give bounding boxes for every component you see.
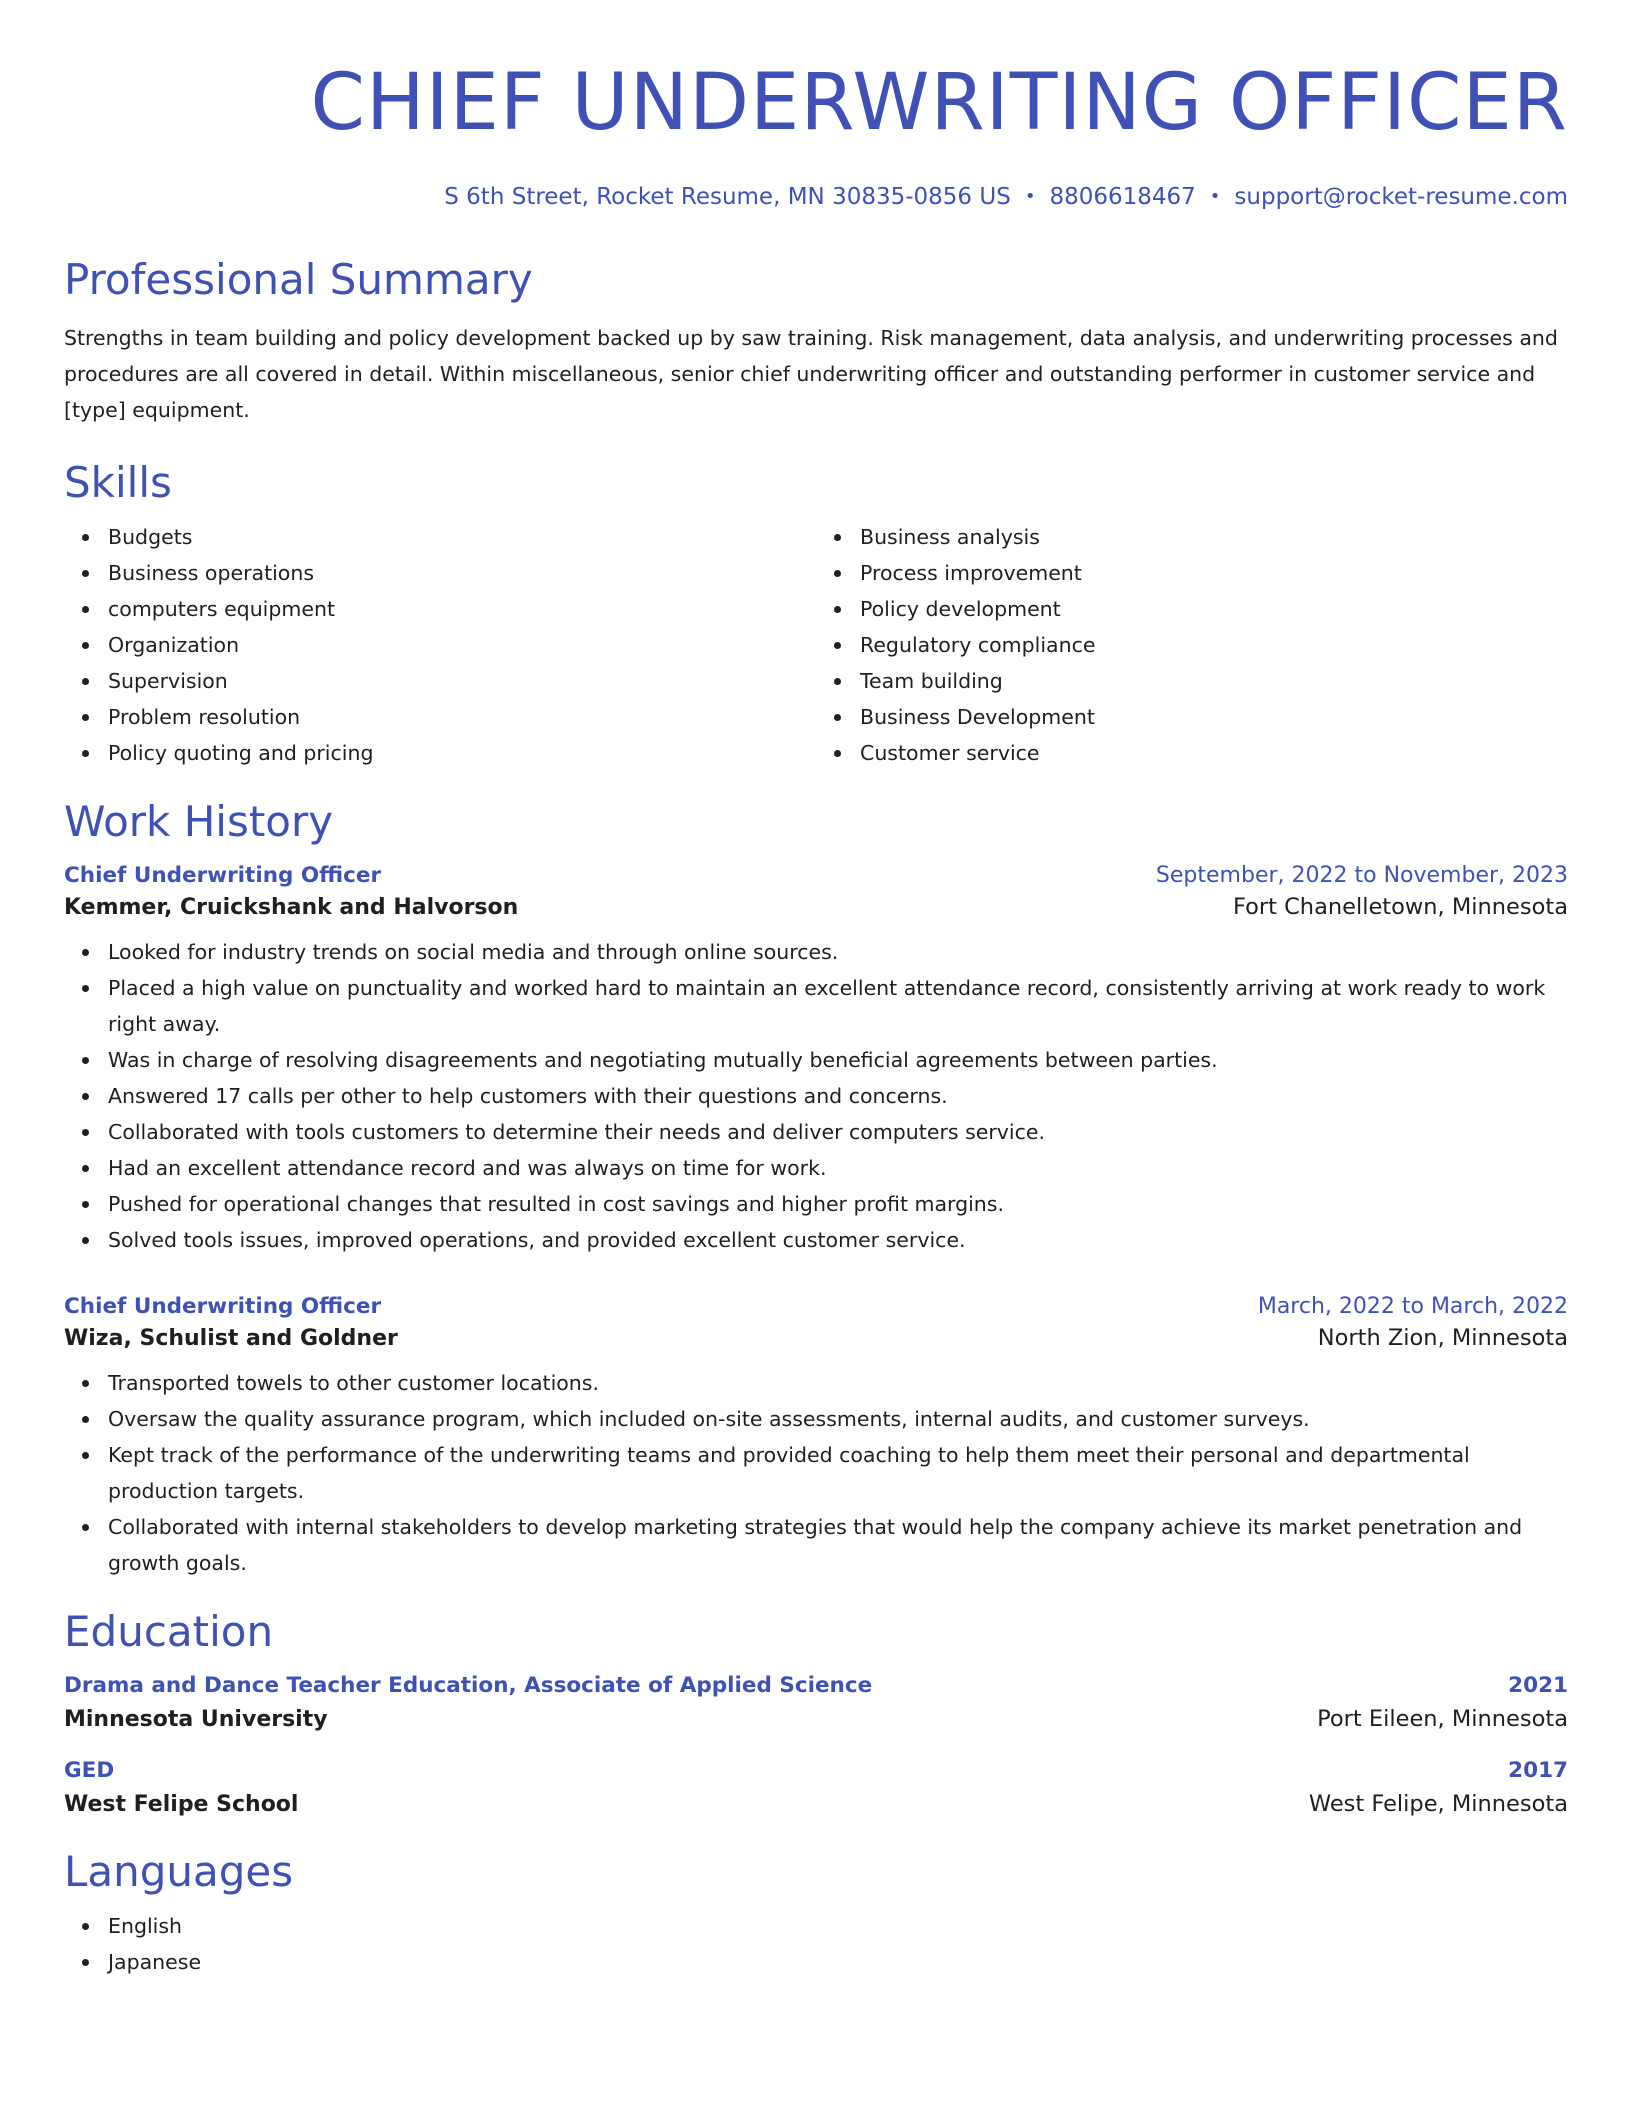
- education-location: Port Eileen, Minnesota: [1317, 1706, 1568, 1732]
- skill-item: Policy quoting and pricing: [108, 735, 816, 771]
- job-duty: Was in charge of resolving disagreements and negotiating mutually beneficial agreements between parties.: [108, 1042, 1568, 1078]
- job-duty: Had an excellent attendance record and was always on time for work.: [108, 1150, 1568, 1186]
- job-duty: Transported towels to other customer locations.: [108, 1365, 1568, 1401]
- job-subheader: [64, 1325, 1568, 1351]
- job-duties-list: [64, 1365, 1568, 1581]
- job-duties-list: [64, 934, 1568, 1258]
- section-heading-work-history: Work History: [64, 797, 334, 846]
- section-heading-summary: Professional Summary: [64, 255, 533, 304]
- job-duty: Looked for industry trends on social media and through online sources.: [108, 934, 1568, 970]
- section-heading-languages: Languages: [64, 1847, 294, 1896]
- job-title: Chief Underwriting Officer: [64, 863, 382, 888]
- job-duty: Pushed for operational changes that resulted in cost savings and higher profit margins.: [108, 1186, 1568, 1222]
- contact-address: S 6th Street, Rocket Resume, MN 30835-0856 US: [444, 184, 1011, 210]
- resume-page: [64, 0, 1568, 1980]
- education-entry: [64, 1758, 1568, 1817]
- contact-separator: •: [1024, 186, 1036, 207]
- job-duty: Placed a high value on punctuality and worked hard to maintain an excellent attendance record, consistently arriving at work ready to work right away.: [108, 970, 1568, 1042]
- education-subheader: [64, 1791, 1568, 1817]
- education-school: Minnesota University: [64, 1707, 328, 1732]
- job-duty: Collaborated with internal stakeholders to develop marketing strategies that would help the company achieve its market penetration and growth goals.: [108, 1509, 1568, 1581]
- education-school: West Felipe School: [64, 1792, 299, 1817]
- job-dates: September, 2022 to November, 2023: [1155, 863, 1568, 888]
- education-subheader: [64, 1706, 1568, 1732]
- skill-item: Organization: [108, 627, 816, 663]
- job-duty: Answered 17 calls per other to help customers with their questions and concerns.: [108, 1078, 1568, 1114]
- job-location: North Zion, Minnesota: [1317, 1325, 1568, 1351]
- education-degree: Drama and Dance Teacher Education, Associate of Applied Science: [64, 1673, 873, 1698]
- job-duty: Collaborated with tools customers to determine their needs and deliver computers service.: [108, 1114, 1568, 1150]
- job-duty: Kept track of the performance of the underwriting teams and provided coaching to help them meet their personal and departmental production targets.: [108, 1437, 1568, 1509]
- job-duty: Solved tools issues, improved operations, and provided excellent customer service.: [108, 1222, 1568, 1258]
- languages-list: [64, 1908, 1568, 1980]
- skill-item: Problem resolution: [108, 699, 816, 735]
- skill-item: Supervision: [108, 663, 816, 699]
- education-degree: GED: [64, 1758, 115, 1783]
- skill-item: Customer service: [860, 735, 1568, 771]
- skill-item: Policy development: [860, 591, 1568, 627]
- skills-list-left: [64, 519, 816, 771]
- contact-phone: 8806618467: [1049, 184, 1196, 210]
- skills-columns: [64, 519, 1568, 771]
- skills-list-right: [816, 519, 1568, 771]
- education-location: West Felipe, Minnesota: [1308, 1791, 1568, 1817]
- summary-text: Strengths in team building and policy development backed up by saw training. Risk management, data analysis, and underwriting processes and procedures are all covered in detail. Within miscellaneous, senior chief underwriting officer and outstanding performer in customer service and [type] equipment.: [64, 326, 1558, 422]
- job-duty: Oversaw the quality assurance program, which included on-site assessments, internal audits, and customer surveys.: [108, 1401, 1568, 1437]
- education-entry: [64, 1673, 1568, 1732]
- resume-title: CHIEF UNDERWRITING OFFICER: [310, 58, 1568, 148]
- education-year: 2021: [1508, 1673, 1568, 1698]
- education-header: [64, 1758, 1568, 1783]
- job-company: Wiza, Schulist and Goldner: [64, 1326, 398, 1351]
- skill-item: Team building: [860, 663, 1568, 699]
- job-entry: [64, 863, 1568, 1258]
- job-company: Kemmer, Cruickshank and Halvorson: [64, 895, 519, 920]
- contact-separator: •: [1209, 186, 1221, 207]
- job-location: Fort Chanelletown, Minnesota: [1232, 894, 1568, 920]
- section-heading-skills: Skills: [64, 458, 172, 507]
- job-dates: March, 2022 to March, 2022: [1257, 1294, 1568, 1319]
- skill-item: Process improvement: [860, 555, 1568, 591]
- skill-item: Regulatory compliance: [860, 627, 1568, 663]
- job-header: [64, 1294, 1568, 1319]
- skill-item: computers equipment: [108, 591, 816, 627]
- skill-item: Business Development: [860, 699, 1568, 735]
- education-header: [64, 1673, 1568, 1698]
- job-subheader: [64, 894, 1568, 920]
- contact-line: [64, 186, 1568, 209]
- job-title: Chief Underwriting Officer: [64, 1294, 382, 1319]
- education-year: 2017: [1508, 1758, 1568, 1783]
- section-heading-education: Education: [64, 1607, 274, 1656]
- skill-item: Business operations: [108, 555, 816, 591]
- language-item: Japanese: [108, 1944, 1568, 1980]
- skill-item: Budgets: [108, 519, 816, 555]
- contact-email: support@rocket-resume.com: [1234, 184, 1568, 210]
- job-entry: [64, 1294, 1568, 1581]
- job-header: [64, 863, 1568, 888]
- language-item: English: [108, 1908, 1568, 1944]
- skill-item: Business analysis: [860, 519, 1568, 555]
